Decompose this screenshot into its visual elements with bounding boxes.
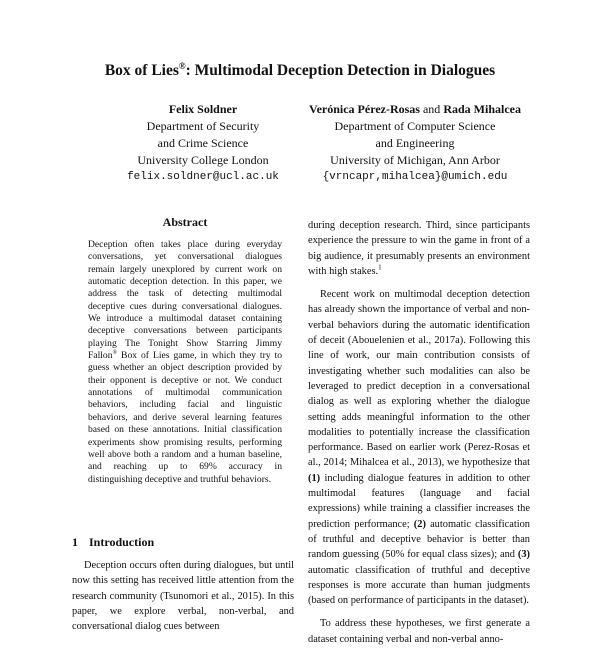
registered-mark: ® xyxy=(178,60,186,71)
paragraph: To address these hypotheses, we first generate a dataset containing verbal and non-verbal anno- xyxy=(308,618,530,645)
author-affiliation-line: and Engineering xyxy=(375,136,455,150)
author-affiliation-line: University College London xyxy=(137,153,269,167)
right-column xyxy=(308,218,530,655)
section-heading xyxy=(72,535,154,550)
title-main: Box of Lies xyxy=(104,62,179,79)
author-affiliation-line: and Crime Science xyxy=(157,136,249,150)
paragraph xyxy=(308,287,530,608)
paragraph xyxy=(308,218,530,279)
author-affiliation-line: Department of Computer Science xyxy=(334,119,496,133)
paragraph-text: Recent work on multimodal deception detection has already shown the importance of verbal and non-verbal behaviors during the automatic identification of deceit (Abouelenien et al., 2017a). Following this line of work, our main contribution consists of investigating whether such modalities can also be leveraged to predict deception in a conversational dialog as well as exploring whether the dialogue setting adds meaningful information to the other modalities to potentially increase the classification performance. Based on earlier work (Perez-Rosas et al., 2014; Mihalcea et al., 2013), we hypothesize that xyxy=(308,289,530,469)
author-block-1 xyxy=(103,101,303,186)
abstract-heading: Abstract xyxy=(162,215,208,229)
author-affiliation-line: University of Michigan, Ann Arbor xyxy=(330,153,500,167)
registered-mark: ® xyxy=(112,349,118,356)
section-title: Introduction xyxy=(89,535,155,549)
abstract-body xyxy=(88,239,282,486)
author-email: {vrncapr,mihalcea}@umich.edu xyxy=(322,171,508,183)
author-name: Verónica Pérez-Rosas xyxy=(309,102,420,116)
author-name-2: Rada Mihalcea xyxy=(443,102,521,116)
paragraph-text: during deception research. Third, since participants experience the pressure to win the game in front of a big audience, it presumably presents an environment with high stakes. xyxy=(308,220,530,277)
hypothesis-marker: (1) xyxy=(308,472,321,484)
author-affiliation-line: Department of Security xyxy=(146,119,260,133)
author-email: felix.soldner@ucl.ac.uk xyxy=(127,171,279,183)
paper-title xyxy=(0,62,600,80)
abstract-text-cont: Box of Lies game, in which they try to guess whether an object description provided by their opponent is deceptive or not. We conduct annotations of multimodal communication behaviors, including facial and linguistic behaviors, and derive several learning features based on these annotations. Initial classification experiments show promising results, performing well above both a random and a human baseline, and reaching up to 69% accuracy in distinguishing deceptive and truthful behaviors. xyxy=(88,350,282,485)
hypothesis-marker: (2) xyxy=(413,518,426,530)
intro-text: Deception occurs often during dialogues, but until now this setting has received little attention from the research community (Tsunomori et al., 2015). In this paper, we explore verbal, non-verbal, and conversational dialog cues between xyxy=(72,560,294,633)
paragraph-text: automatic classification of truthful and deceptive behavior is better than random guessing (50% for equal class sizes); and xyxy=(308,518,530,561)
author-name: Felix Soldner xyxy=(168,102,238,116)
paragraph-text: including dialogue features in addition to other multimodal features (language and facial expressions) while training a classifier increases the prediction performance; xyxy=(308,472,530,530)
hypothesis-marker: (3) xyxy=(517,549,530,561)
author-and: and xyxy=(422,102,441,116)
author-block-2 xyxy=(285,101,545,186)
footnote-mark: 1 xyxy=(378,263,382,272)
paragraph-text: automatic classification of truthful and deceptive responses is more accurate than human judgments (based on performance of participants in the dataset). xyxy=(308,564,530,607)
abstract-text: Deception often takes place during everyday conversations, yet conversational dialogues remain largely unexplored by current work on automatic deception detection. In this paper, we address the task of detecting multimodal deceptive cues during conversational dialogues. We introduce a multimodal dataset containing deceptive conversations between participants playing The Tonight Show Starring Jimmy Fallon xyxy=(88,239,282,362)
section-number: 1 xyxy=(72,535,78,549)
title-rest: : Multimodal Deception Detection in Dialogues xyxy=(185,62,496,79)
intro-paragraph xyxy=(72,558,294,642)
